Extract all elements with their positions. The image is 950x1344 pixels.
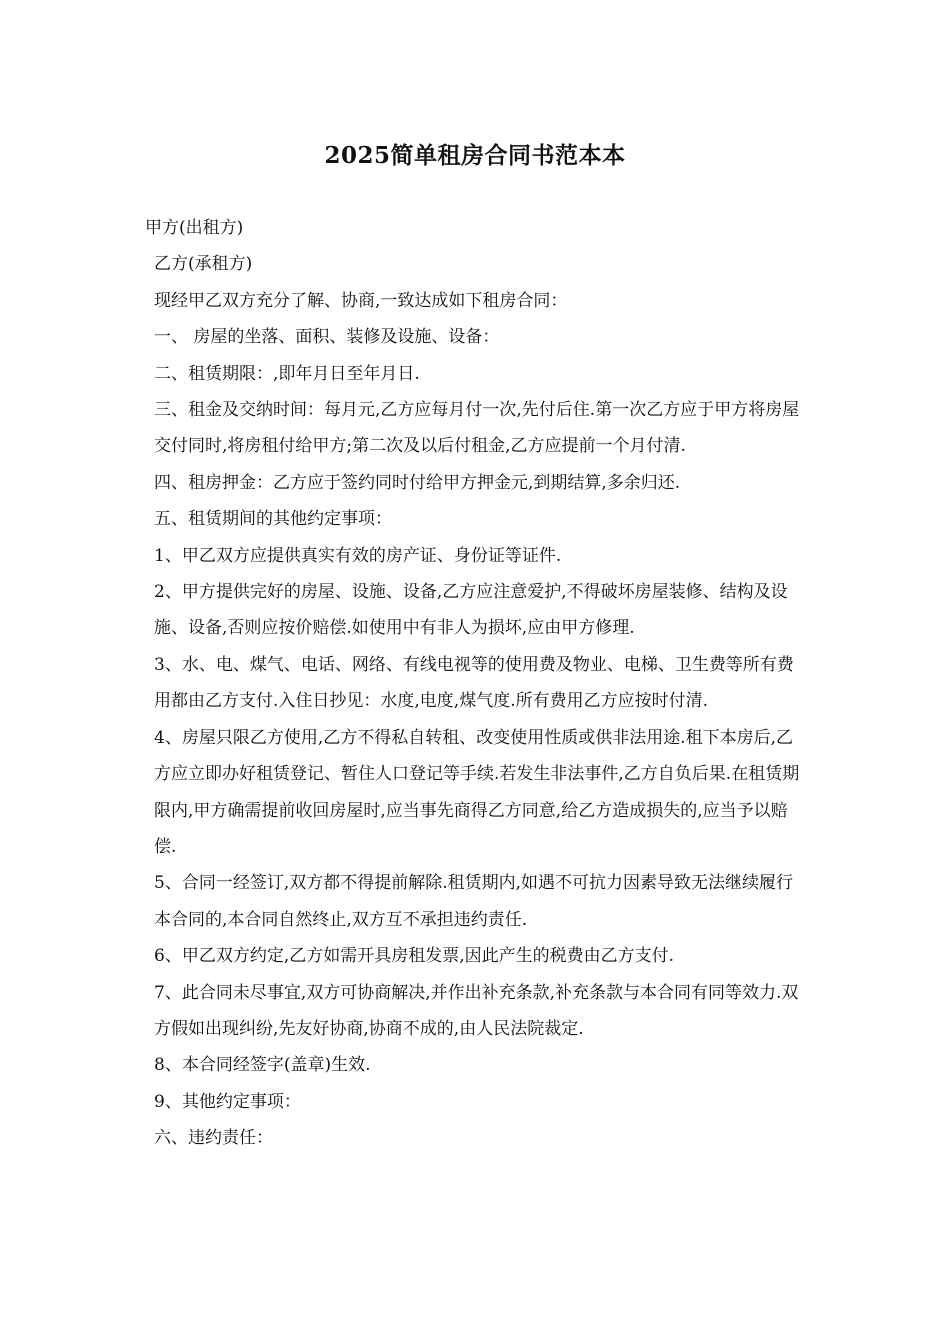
paragraph-section-6: 六、违约责任： [154, 1128, 273, 1149]
paragraph-section-4: 四、租房押金：乙方应于签约同时付给甲方押金元,到期结算,多余归还. [154, 472, 681, 493]
document-body [145, 210, 810, 1157]
paragraph-item-8: 8、本合同经签字(盖章)生效. [154, 1055, 371, 1076]
paragraph-section-3: 三、租金及交纳时间：每月元,乙方应每月付一次,先付后住.第一次乙方应于甲方将房屋交付同时,将房租付给甲方;第二次及以后付租金,乙方应提前一个月付清. [154, 400, 800, 457]
paragraph-item-3: 3、水、电、煤气、电话、网络、有线电视等的使用费及物业、电梯、卫生费等所有费用都由乙方支付.入住日抄见：水度,电度,煤气度.所有费用乙方应按时付清. [154, 654, 794, 712]
paragraph-preamble: 现经甲乙双方充分了解、协商,一致达成如下租房合同： [154, 290, 568, 311]
paragraph-section-2: 二、租赁期限：,即年月日至年月日. [154, 363, 420, 384]
paragraph-item-2: 2、甲方提供完好的房屋、设施、设备,乙方应注意爱护,不得破坏房屋装修、结构及设施、设备,否则应按价赔偿.如使用中有非人为损坏,应由甲方修理. [154, 582, 788, 639]
paragraph-item-1: 1、甲乙双方应提供真实有效的房产证、身份证等证件. [154, 545, 562, 566]
document-title: 2025简单租房合同书范本本 [324, 142, 626, 169]
paragraph-item-7: 7、此合同未尽事宜,双方可协商解决,并作出补充条款,补充条款与本合同有同等效力.双方假如出现纠纷,先友好协商,协商不成的,由人民法院裁定. [154, 982, 799, 1039]
paragraph-item-9: 9、其他约定事项： [154, 1091, 301, 1112]
paragraph-item-6: 6、甲乙双方约定,乙方如需开具房租发票,因此产生的税费由乙方支付. [154, 946, 675, 967]
paragraph-party-a: 甲方(出租方) [145, 218, 244, 238]
paragraph-section-1: 一、 房屋的坐落、面积、装修及设施、设备： [154, 327, 500, 348]
paragraph-section-5: 五、租赁期间的其他约定事项： [154, 509, 392, 530]
paragraph-party-b: 乙方(承租方) [154, 254, 253, 275]
paragraph-item-5: 5、合同一经签订,双方都不得提前解除.租赁期内,如遇不可抗力因素导致无法继续履行本合同的,本合同自然终止,双方互不承担违约责任. [154, 873, 794, 930]
paragraph-item-4: 4、房屋只限乙方使用,乙方不得私自转租、改变使用性质或供非法用途.租下本房后,乙方应立即办好租赁登记、暂住人口登记等手续.若发生非法事件,乙方自负后果.在租赁期限内,甲方确需提前收回房屋时,应当事先商得乙方同意,给乙方造成损失的,应当予以赔偿. [154, 727, 800, 857]
